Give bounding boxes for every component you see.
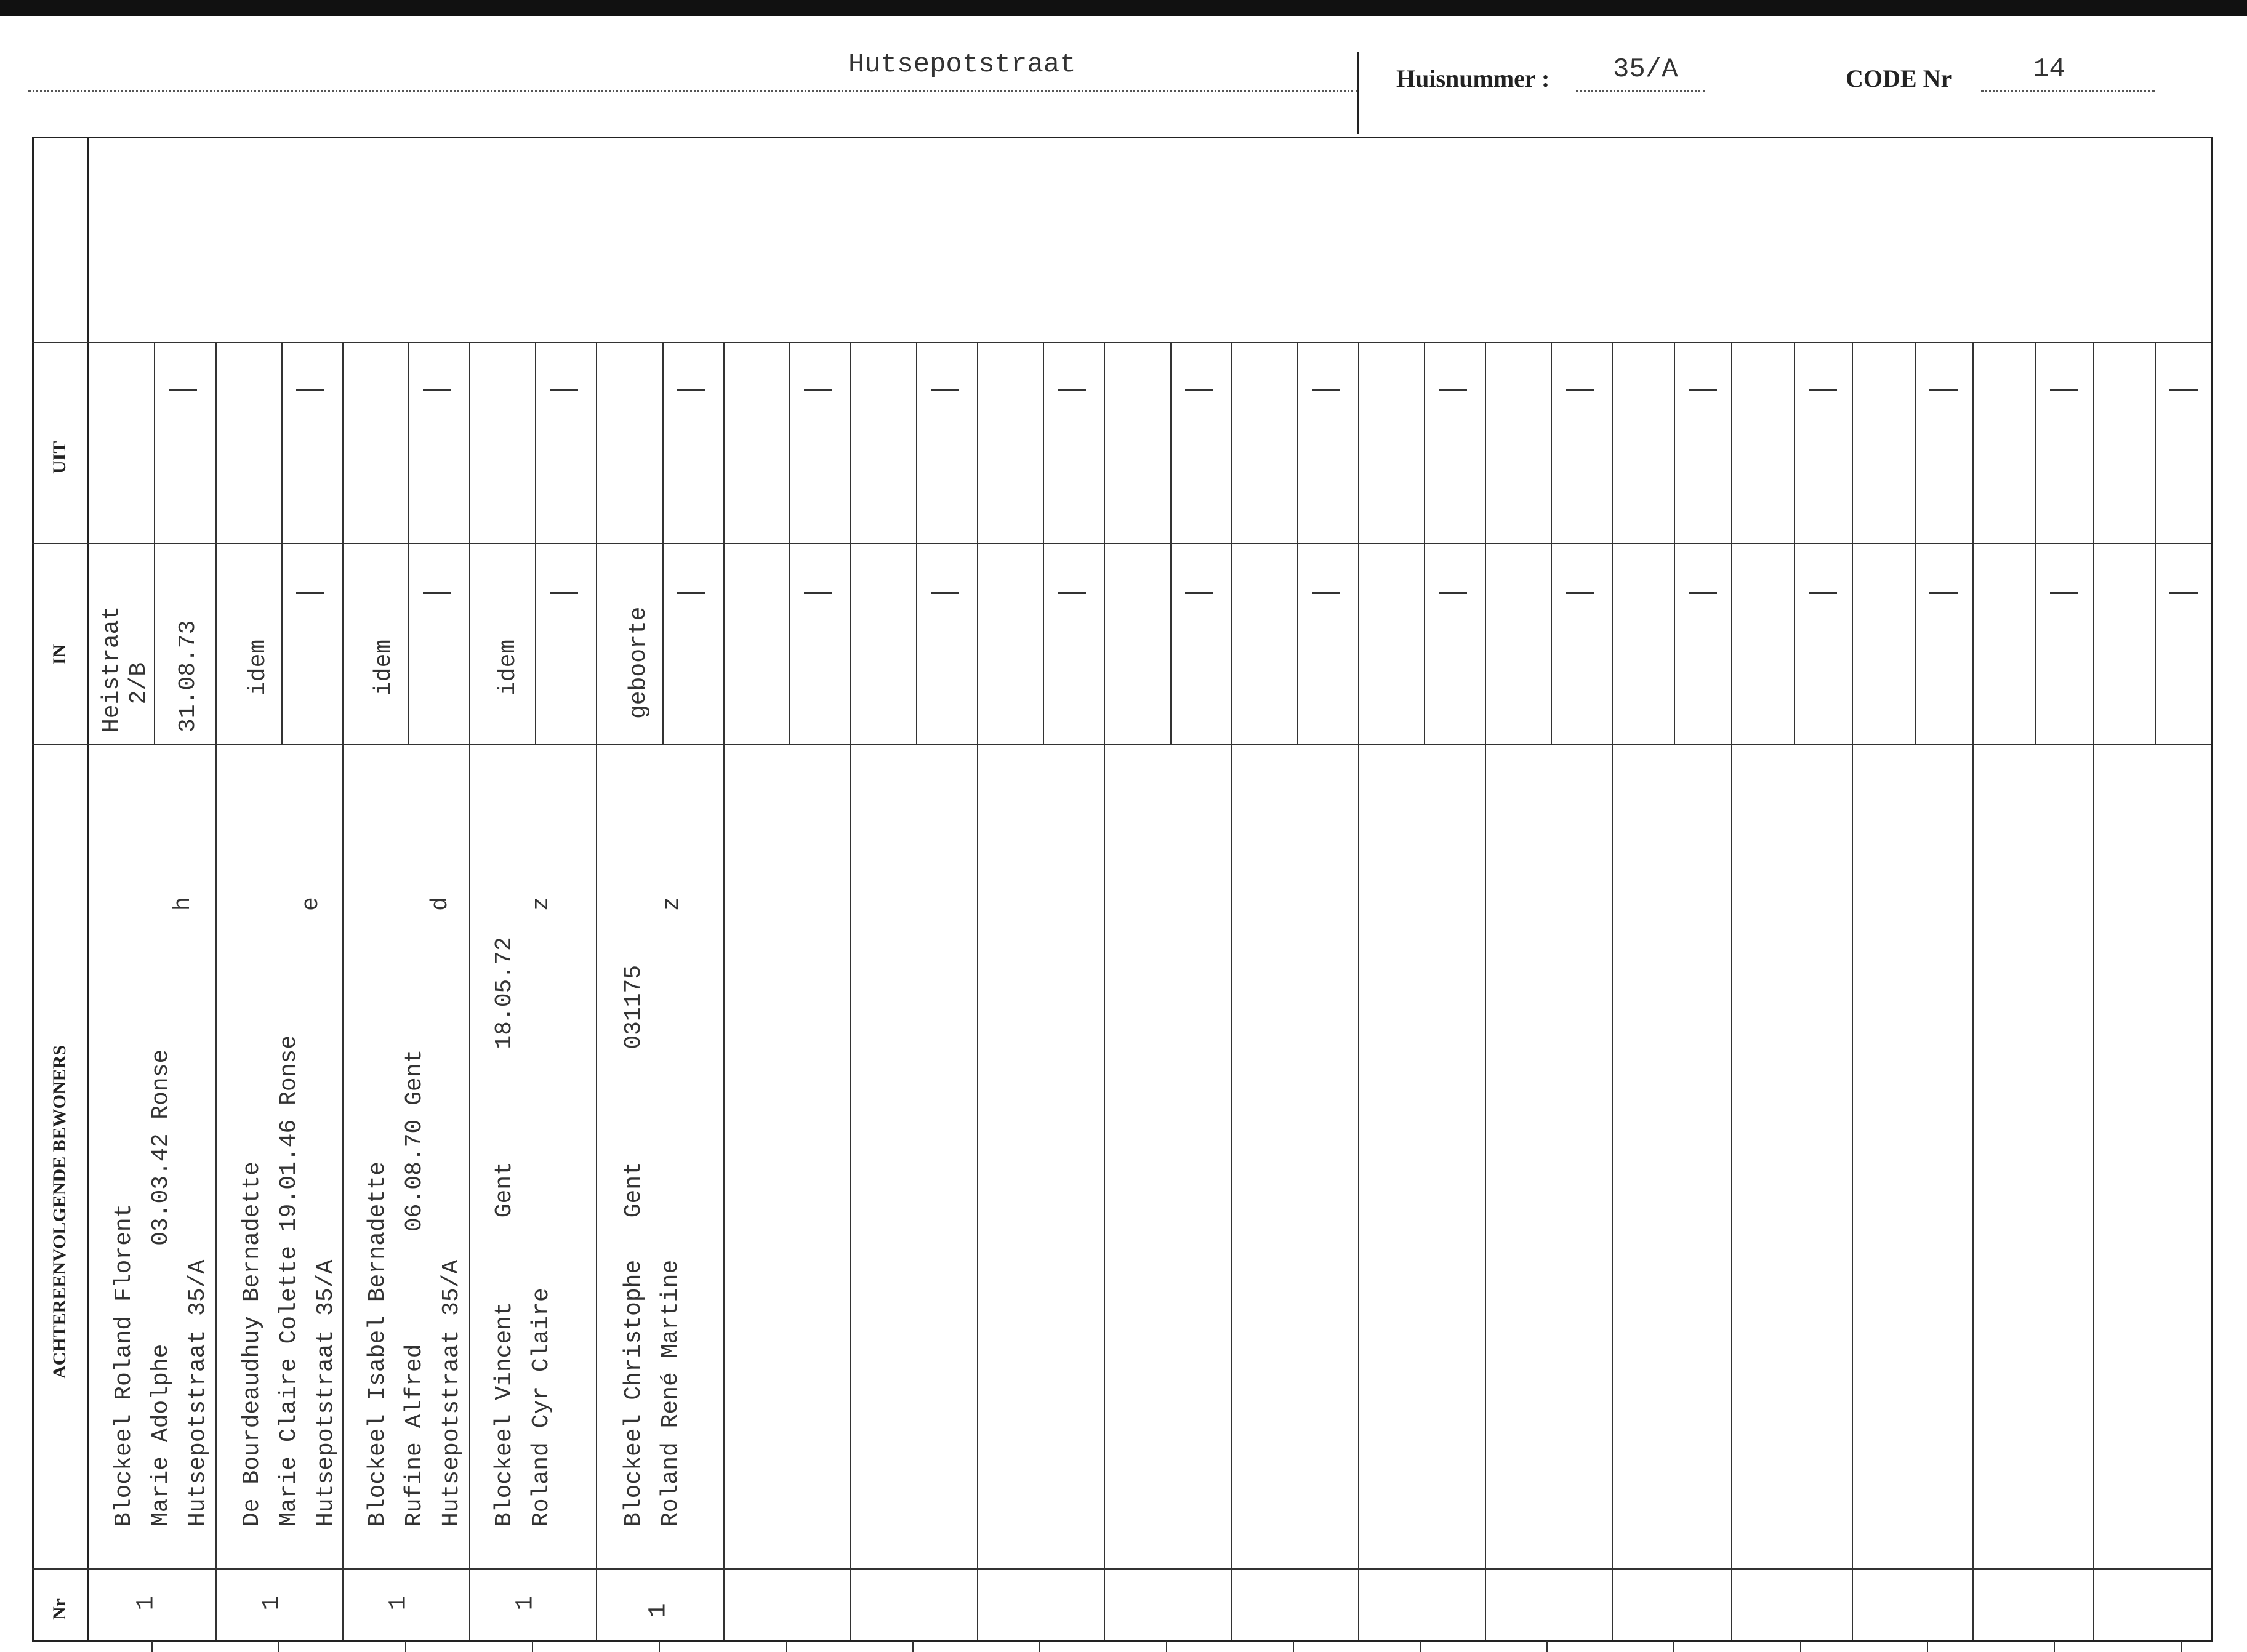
uit-dash-mark [1312,389,1340,391]
resident-column-divider [1485,342,1486,1640]
bottom-tick [532,1641,533,1652]
resident-2-nr: 1 [258,1595,286,1611]
resident-column-divider [1358,342,1359,1640]
resident-column-divider [977,342,978,1640]
bottom-tick [2054,1641,2055,1652]
in-dash-mark [1566,592,1594,594]
bottom-tick [1293,1641,1294,1652]
resident-1-code: h [170,897,196,911]
bottom-tick [1039,1641,1040,1652]
uit-dash-mark [1185,389,1213,391]
column-nr-heading: Nr [49,1598,70,1620]
column-in-heading: IN [49,644,70,665]
sub-column-divider [662,342,664,745]
resident-5-in: geboorte [625,606,652,719]
in-dash-mark [1439,592,1467,594]
huisnummer-value: 35/A [1613,54,1678,85]
uit-dash-mark [1439,389,1467,391]
resident-5-nr: 1 [645,1603,673,1618]
in-dash-mark [1809,592,1837,594]
bottom-tick [786,1641,787,1652]
bottom-tick [2181,1641,2182,1652]
table-left-border [32,137,34,1640]
resident-column-divider [723,342,725,1640]
resident-3-line-3: Hutsepotstraat 35/A [438,1259,465,1526]
resident-4-code: z [528,897,555,911]
resident-1-in-date: 31.08.73 [175,620,201,732]
uit-dash-mark [931,389,959,391]
resident-column-divider [850,342,851,1640]
resident-5-line-2: Roland René Martine [657,1259,684,1526]
huisnummer-dotted-line [1576,90,1705,92]
resident-1-nr: 1 [132,1595,161,1611]
sub-column-divider [1915,342,1916,745]
resident-5-code: z [659,897,685,911]
band-divider [32,744,2211,745]
bottom-tick [659,1641,660,1652]
bottom-tick [1420,1641,1421,1652]
in-dash-mark [296,592,324,594]
uit-dash-mark [1689,389,1717,391]
in-dash-mark [1058,592,1086,594]
resident-3-in: idem [371,639,397,696]
uit-dash-mark [169,389,197,391]
resident-2-line-1: De Bourdeaudhuy Bernadette [239,1161,265,1526]
bottom-tick [1800,1641,1801,1652]
band-divider [32,1568,2211,1570]
sub-column-divider [2155,342,2156,745]
table-bottom-border [32,1640,2213,1642]
uit-dash-mark [1058,389,1086,391]
resident-column-divider [2093,342,2094,1640]
sub-column-divider [535,342,536,745]
street-dotted-line [28,90,1358,92]
uit-dash-mark [1566,389,1594,391]
sub-column-divider [789,342,790,745]
bottom-tick [1546,1641,1548,1652]
sub-column-divider [154,342,155,745]
resident-2-line-2: Marie Claire Colette 19.01.46 Ronse [276,1035,302,1526]
bottom-tick [912,1641,914,1652]
bottom-tick [151,1641,153,1652]
uit-dash-mark [804,389,832,391]
in-dash-mark [423,592,451,594]
sub-column-divider [1170,342,1172,745]
resident-4-in: idem [495,639,521,696]
resident-1-line-3: Hutsepotstraat 35/A [185,1259,211,1526]
in-dash-mark [677,592,705,594]
bottom-tick [1927,1641,1928,1652]
resident-2-code: e [298,897,324,911]
sub-column-divider [916,342,917,745]
in-dash-mark [931,592,959,594]
resident-4-line-1: Blockeel Vincent Gent 18.05.72 [491,937,518,1526]
band-divider [32,543,2211,544]
in-dash-mark [2169,592,2198,594]
sub-column-divider [1297,342,1298,745]
resident-3-code: d [427,897,454,911]
sub-column-divider [1043,342,1044,745]
bottom-tick [1166,1641,1167,1652]
table-right-border [2211,137,2213,1640]
bottom-tick [1673,1641,1674,1652]
resident-column-divider [1612,342,1613,1640]
sub-column-divider [2035,342,2036,745]
uit-dash-mark [2169,389,2198,391]
in-dash-mark [2050,592,2078,594]
header-divider [1357,52,1359,134]
heading-column-divider [87,137,89,1640]
top-edge-bar [0,0,2247,16]
resident-column-divider [1104,342,1105,1640]
band-divider [32,342,2211,343]
resident-column-divider [1731,342,1732,1640]
bottom-tick [405,1641,406,1652]
resident-column-divider [1852,342,1853,1640]
sub-column-divider [1794,342,1795,745]
resident-3-nr: 1 [385,1595,413,1611]
uit-dash-mark [550,389,578,391]
sub-column-divider [281,342,283,745]
code-label: CODE Nr [1846,65,1952,92]
resident-3-line-1: Blockeel Isabel Bernadette [364,1161,391,1526]
in-dash-mark [804,592,832,594]
sub-column-divider [1674,342,1675,745]
uit-dash-mark [677,389,705,391]
resident-column-divider [1972,342,1974,1640]
in-dash-mark [1689,592,1717,594]
resident-4-line-2: Roland Cyr Claire [528,1288,555,1526]
code-value: 14 [2033,54,2065,85]
uit-dash-mark [1809,389,1837,391]
in-dash-mark [550,592,578,594]
resident-4-nr: 1 [512,1595,540,1611]
in-dash-mark [1312,592,1340,594]
bottom-tick [278,1641,279,1652]
resident-3-line-2: Rufine Alfred 06.08.70 Gent [401,1049,428,1526]
resident-1-in-origin: Heistraat 2/B [98,606,152,732]
resident-2-line-3: Hutsepotstraat 35/A [313,1259,339,1526]
resident-2-in: idem [245,639,271,696]
resident-1-line-2: Marie Adolphe 03.03.42 Ronse [148,1049,174,1526]
resident-1-line-1: Blockeel Roland Florent [111,1203,137,1526]
resident-column-divider [596,342,597,1640]
column-bewoners-heading: ACHTEREENVOLGENDE BEWONERS [49,1045,70,1379]
sub-column-divider [1424,342,1425,745]
in-dash-mark [1185,592,1213,594]
huisnummer-label: Huisnummer : [1396,65,1550,92]
uit-dash-mark [296,389,324,391]
table-top-border [32,137,2211,138]
sub-column-divider [408,342,409,745]
street-name: Hutsepotstraat [848,49,1076,80]
uit-dash-mark [1929,389,1958,391]
resident-column-divider [1231,342,1232,1640]
sub-column-divider [1551,342,1552,745]
code-dotted-line [1981,90,2155,92]
resident-5-line-1: Blockeel Christophe Gent 031175 [621,964,647,1526]
uit-dash-mark [2050,389,2078,391]
in-dash-mark [1929,592,1958,594]
column-uit-heading: UIT [49,441,70,474]
uit-dash-mark [423,389,451,391]
